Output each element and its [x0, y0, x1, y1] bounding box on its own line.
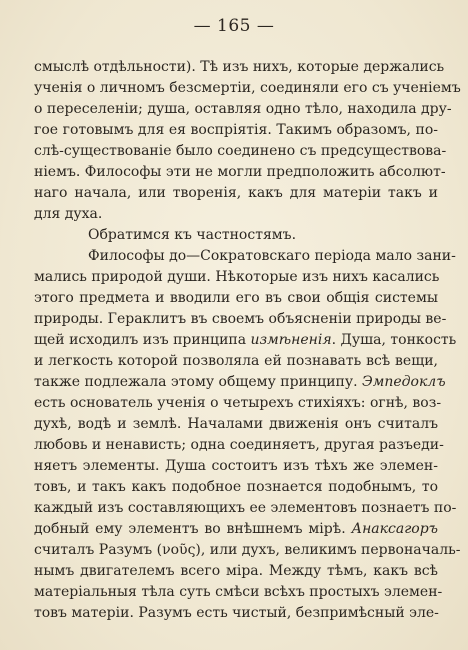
text-line: товъ матеріи. Разумъ есть чистый, безпримѣсный эле-	[34, 605, 439, 621]
text-line: мались природой души. Нѣкоторые изъ нихъ касались	[34, 269, 440, 285]
text-line: природы. Гераклитъ въ своемъ объясненіи природы ве-	[34, 311, 447, 327]
text-line: няетъ элементы. Душа состоитъ изъ тѣхъ же элемен-	[34, 458, 438, 474]
page-number: — 165 —	[193, 16, 275, 36]
text-line: и легкость которой позволяла ей познавать всѣ вещи,	[34, 353, 438, 369]
text-line: любовь и ненависть; одна соединяетъ, другая разъеди-	[34, 437, 444, 453]
text-line: считалъ Разумъ (νοῦς), или духъ, великимъ первоначаль-	[34, 542, 461, 558]
text-line: товъ, и такъ какъ подобное познается подобнымъ, то	[34, 479, 438, 495]
text-line: гое готовымъ для ея воспріятія. Такимъ образомъ, по-	[34, 122, 438, 138]
text-line: этого предмета и вводили его въ свои общія системы	[34, 290, 438, 306]
text-line: есть основатель ученія о четырехъ стихіяхъ: огнѣ, воз-	[34, 395, 442, 411]
text-line: ніемъ. Философы эти не могли предположить абсолют-	[34, 164, 446, 180]
text-line: Обратимся къ частностямъ.	[88, 227, 297, 243]
text-line: о переселеніи; душа, оставляя одно тѣло, находила дру-	[34, 101, 452, 117]
text-line: также подлежала этому общему принципу. Эмпедоклъ	[34, 374, 446, 390]
text-line: нымъ двигателемъ всего міра. Между тѣмъ, какъ всѣ	[34, 563, 438, 579]
text-line: наго начала, или творенія, какъ для матеріи такъ и	[34, 185, 438, 201]
body-text	[34, 57, 461, 624]
text-line: слѣ-существованіе было соединено съ предсуществова-	[34, 143, 447, 159]
text-line: для духа.	[34, 206, 103, 222]
text-line: матеріальныя тѣла суть смѣси всѣхъ простыхъ элемен-	[34, 584, 443, 600]
text-line: добный ему элементъ во внѣшнемъ мірѣ. Анаксагоръ	[34, 521, 438, 537]
text-line: каждый изъ составляющихъ ее элементовъ познаетъ по-	[34, 500, 457, 516]
text-line: смыслѣ отдѣльности). Тѣ изъ нихъ, которые держались	[34, 59, 445, 75]
text-line: духѣ, водѣ и землѣ. Началами движенія онъ считалъ	[34, 416, 438, 432]
text-line: ученія о личномъ безсмертіи, соединяли его съ ученіемъ	[34, 80, 461, 96]
text-line: Философы до—Сократовскаго періода мало зани-	[88, 248, 456, 264]
text-line: щей исходилъ изъ принципа измѣненія. Душа, тонкость	[34, 332, 457, 348]
